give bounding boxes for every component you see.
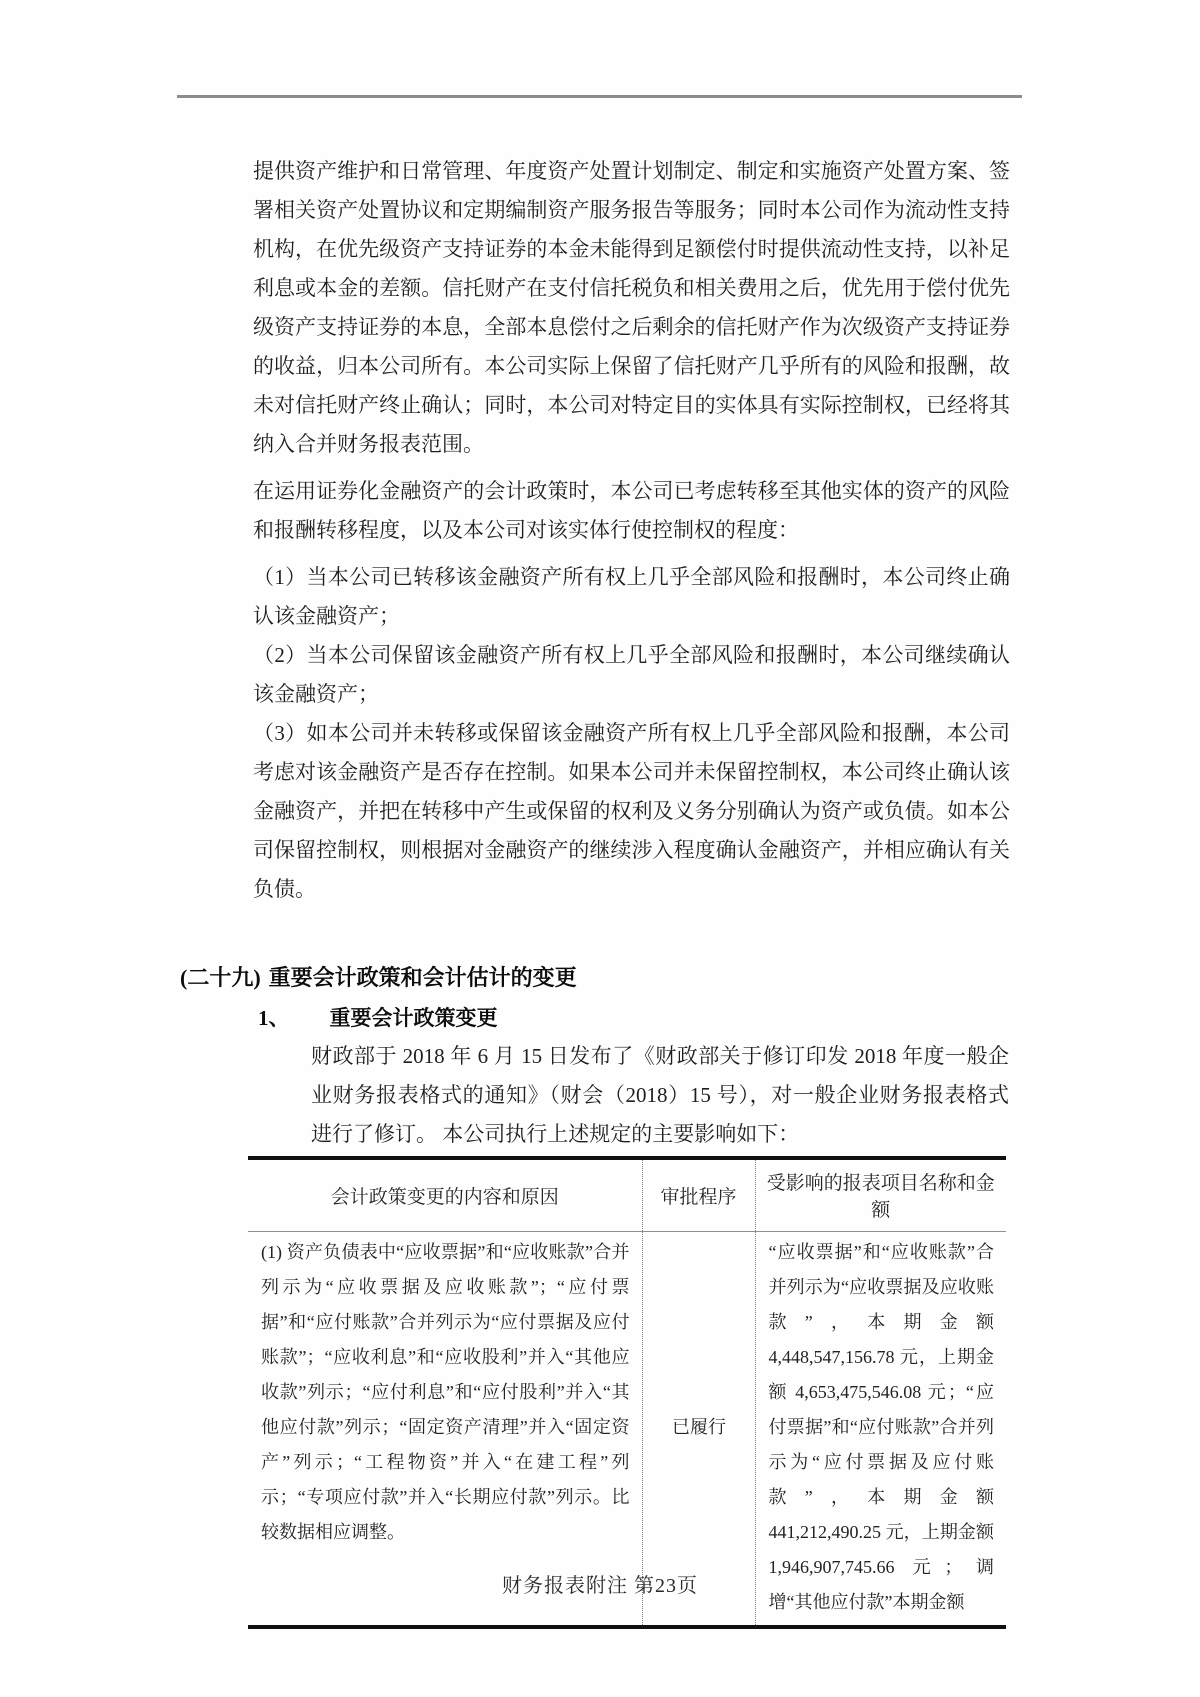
list-item: （2）当本公司保留该金融资产所有权上几乎全部风险和报酬时，本公司继续确认该金融资产； bbox=[253, 643, 1010, 706]
section-number: (二十九) bbox=[180, 965, 261, 990]
subsection-number: 1、 bbox=[258, 1006, 290, 1030]
page-footer: 财务报表附注 第23页 bbox=[502, 1575, 698, 1597]
table-cell-impact: “应收票据”和“应收账款”合并列示为“应收票据及应收账款”，本期金额 4,448,547,156.78 元，上期金额 4,653,475,546.08 元；“应付票据”和“应付账款”合并列示为“应付票据及应付账款”，本期金额 441,212,490.25 元，上期金额 1,946,907,745.66 元；调增“其他应付款”本期金额 bbox=[755, 1232, 1006, 1628]
table-row bbox=[248, 1232, 1006, 1628]
intro-paragraph: 财政部于 2018 年 6 月 15 日发布了《财政部关于修订印发 2018 年度一般企业财务报表格式的通知》（财会（2018）15 号），对一般企业财务报表格式进行了修订。 本公司执行上述规定的主要影响如下： bbox=[311, 1044, 1009, 1146]
table-header-impact: 受影响的报表项目名称和金额 bbox=[755, 1158, 1006, 1232]
table-header-content: 会计政策变更的内容和原因 bbox=[248, 1158, 642, 1232]
section-heading bbox=[180, 961, 577, 995]
section-title: 重要会计政策和会计估计的变更 bbox=[268, 965, 577, 990]
main-text-block bbox=[253, 152, 1010, 909]
body-paragraph: 在运用证券化金融资产的会计政策时，本公司已考虑转移至其他实体的资产的风险和报酬转移程度，以及本公司对该实体行使控制权的程度： bbox=[253, 479, 1010, 542]
body-paragraph: 提供资产维护和日常管理、年度资产处置计划制定、制定和实施资产处置方案、签署相关资产处置协议和定期编制资产服务报告等服务；同时本公司作为流动性支持机构，在优先级资产支持证券的本金未能得到足额偿付时提供流动性支持，以补足利息或本金的差额。信托财产在支付信托税负和相关费用之后，优先用于偿付优先级资产支持证券的本息，全部本息偿付之后剩余的信托财产作为次级资产支持证券的收益，归本公司所有。本公司实际上保留了信托财产几乎所有的风险和报酬，故未对信托财产终止确认；同时，本公司对特定目的实体具有实际控制权，已经将其纳入合并财务报表范围。 bbox=[253, 159, 1010, 456]
header-rule bbox=[177, 95, 1022, 98]
table-cell-approval: 已履行 bbox=[642, 1232, 755, 1628]
subsection-heading bbox=[258, 1001, 498, 1035]
policy-change-table bbox=[248, 1156, 1006, 1629]
list-item: （1）当本公司已转移该金融资产所有权上几乎全部风险和报酬时，本公司终止确认该金融资产； bbox=[253, 565, 1010, 628]
list-item: （3）如本公司并未转移或保留该金融资产所有权上几乎全部风险和报酬，本公司考虑对该金融资产是否存在控制。如果本公司并未保留控制权，本公司终止确认该金融资产，并把在转移中产生或保留的权利及义务分别确认为资产或负债。如本公司保留控制权，则根据对金融资产的继续涉入程度确认金融资产，并相应确认有关负债。 bbox=[253, 721, 1010, 901]
table-header-approval: 审批程序 bbox=[642, 1158, 755, 1232]
table-cell-content: (1) 资产负债表中“应收票据”和“应收账款”合并列示为“应收票据及应收账款”；“应付票据”和“应付账款”合并列示为“应付票据及应付账款”；“应收利息”和“应收股利”并入“其他应收款”列示；“应付利息”和“应付股利”并入“其他应付款”列示；“固定资产清理”并入“固定资产”列示；“工程物资”并入“在建工程”列示；“专项应付款”并入“长期应付款”列示。比较数据相应调整。 bbox=[261, 1242, 630, 1542]
subsection-title: 重要会计政策变更 bbox=[329, 1006, 498, 1030]
table-header-row bbox=[248, 1158, 1006, 1232]
